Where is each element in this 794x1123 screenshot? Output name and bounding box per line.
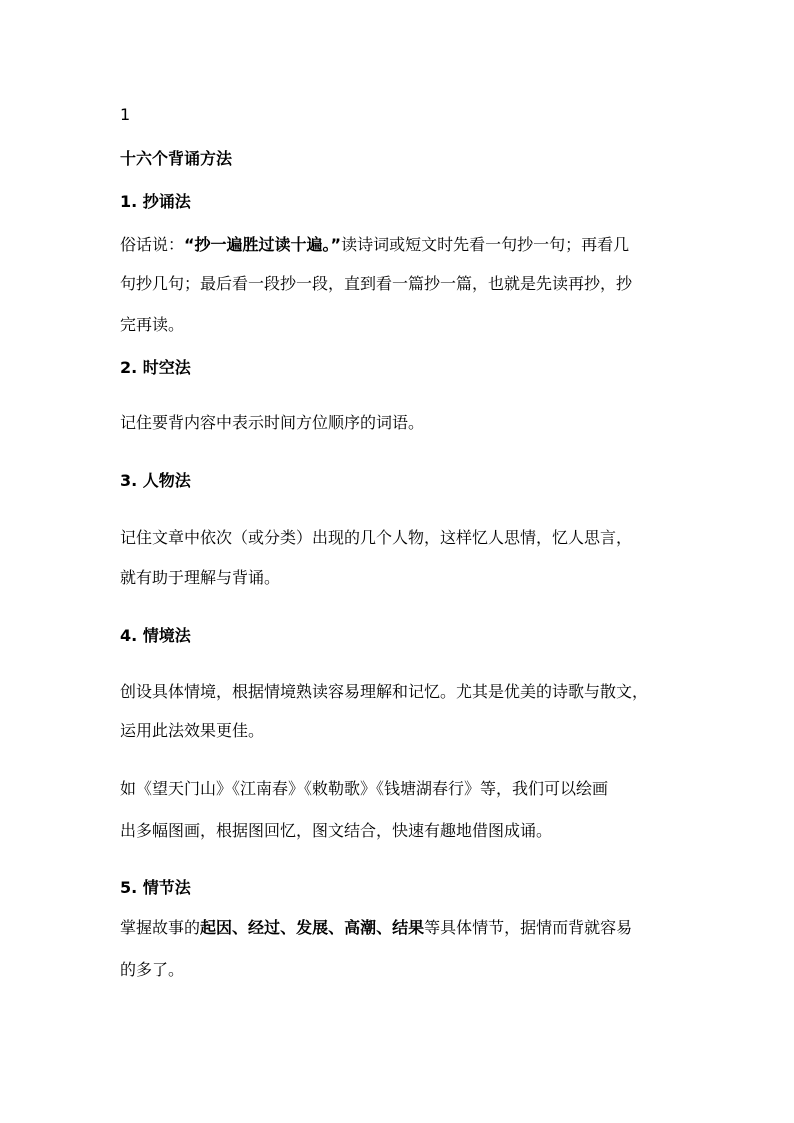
section-4-line-2: 运用此法效果更佳。: [120, 721, 265, 740]
section-1-line-3: 完再读。: [120, 315, 185, 334]
section-5-line-1-pre: 掌握故事的: [120, 918, 201, 937]
section-4-heading: 4. 情境法: [120, 626, 191, 645]
section-1-line-1-post: 读诗词或短文时先看一句抄一句；再看几: [341, 235, 630, 254]
plot-sep-1: 、: [232, 918, 249, 937]
plot-term-process: 经过: [248, 918, 281, 937]
plot-sep-4: 、: [376, 918, 393, 937]
section-1-line-1-pre: 俗话说：: [120, 235, 185, 254]
section-5-line-2: 的多了。: [120, 960, 185, 979]
section-1-line-1-quote: “抄一遍胜过读十遍。”: [184, 235, 342, 254]
section-2-line-1: 记住要背内容中表示时间方位顺序的词语。: [120, 413, 425, 432]
plot-term-development: 发展: [296, 918, 329, 937]
section-1-heading: 1. 抄诵法: [120, 192, 191, 211]
section-3-line-2: 就有助于理解与背诵。: [120, 568, 281, 587]
section-5-heading: 5. 情节法: [120, 878, 191, 897]
section-1-line-1: [120, 234, 680, 256]
section-4-line-4: 出多幅图画，根据图回忆，图文结合，快速有趣地借图成诵。: [120, 821, 553, 840]
section-1-line-2: 句抄几句；最后看一段抄一段，直到看一篇抄一篇，也就是先读再抄，抄: [120, 274, 633, 293]
plot-term-climax: 高潮: [344, 918, 377, 937]
document-title: 十六个背诵方法: [120, 149, 233, 168]
plot-term-result: 结果: [392, 918, 425, 937]
section-4-line-3: 如《望天门山》《江南春》《敕勒歌》《钱塘湖春行》等，我们可以绘画: [120, 779, 609, 798]
section-3-heading: 3. 人物法: [120, 471, 191, 490]
plot-sep-3: 、: [328, 918, 345, 937]
page-number: 1: [120, 105, 131, 124]
section-2-heading: 2. 时空法: [120, 358, 191, 377]
section-4-line-1: 创设具体情境，根据情境熟读容易理解和记忆。尤其是优美的诗歌与散文，: [120, 682, 649, 701]
section-5-line-1-post: 等具体情节，据情而背就容易: [424, 918, 633, 937]
section-5-line-1: [120, 917, 680, 939]
section-3-line-1: 记住文章中依次（或分类）出现的几个人物，这样忆人思情，忆人思言，: [120, 528, 633, 547]
plot-sep-2: 、: [280, 918, 297, 937]
plot-term-cause: 起因: [200, 918, 233, 937]
